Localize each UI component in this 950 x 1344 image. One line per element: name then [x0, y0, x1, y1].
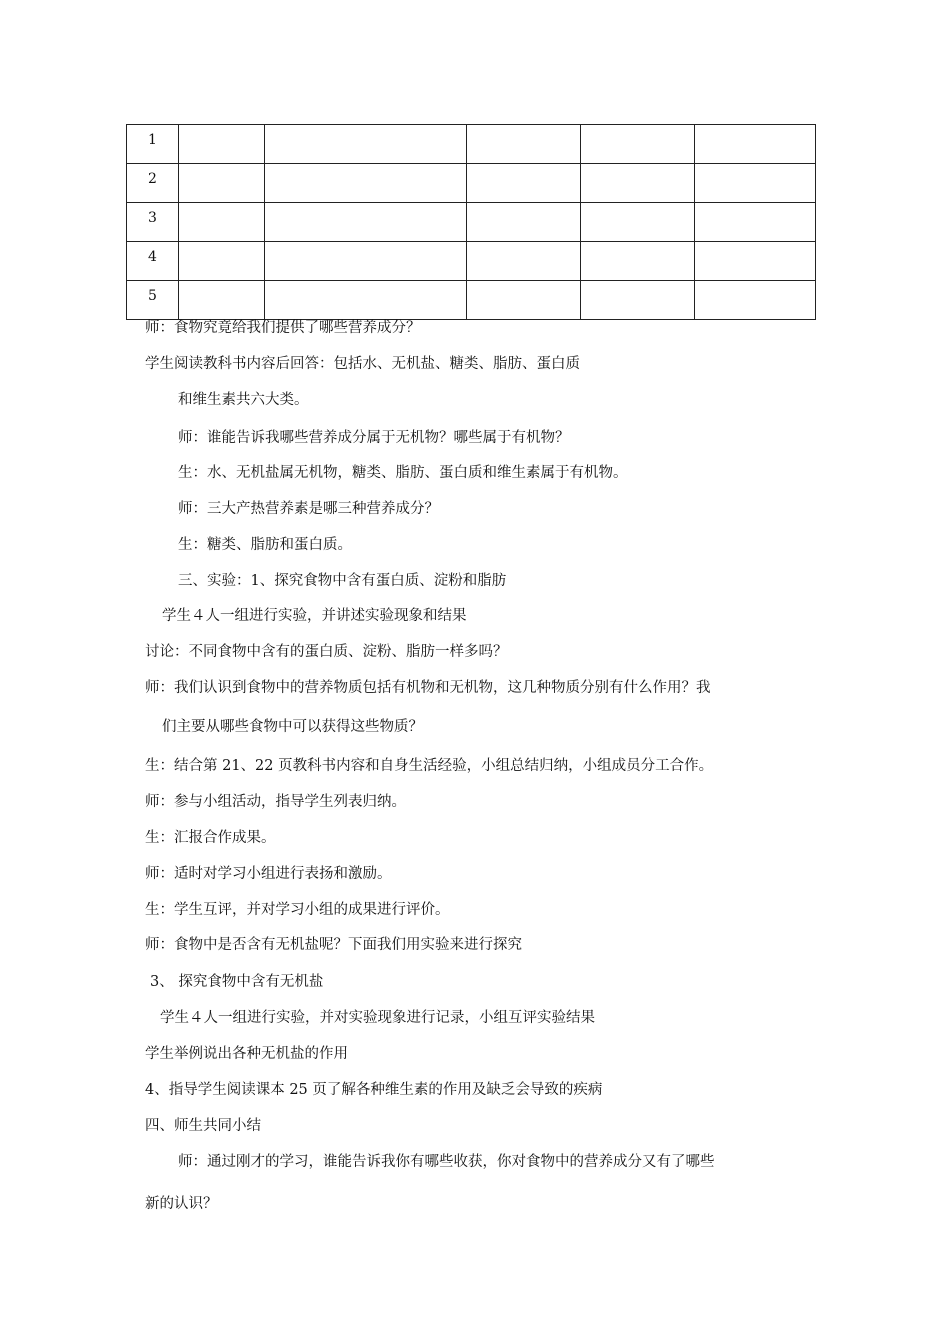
table-cell	[265, 203, 467, 242]
table-cell	[179, 164, 265, 203]
table-cell	[467, 125, 581, 164]
paragraph-line: 生：结合第 21、22 页教科书内容和自身生活经验，小组总结归纳，小组成员分工合作。	[145, 758, 714, 774]
paragraph-line: 4、指导学生阅读课本 25 页了解各种维生素的作用及缺乏会导致的疾病	[145, 1082, 603, 1098]
table-cell	[581, 281, 695, 320]
paragraph-line: 讨论：不同食物中含有的蛋白质、淀粉、脂肪一样多吗？	[145, 644, 508, 660]
table-cell	[467, 164, 581, 203]
table-cell	[581, 242, 695, 281]
table-cell	[581, 164, 695, 203]
table-cell	[695, 281, 816, 320]
table-cell	[179, 203, 265, 242]
table-cell	[179, 242, 265, 281]
paragraph-line: 师：我们认识到食物中的营养物质包括有机物和无机物，这几种物质分别有什么作用？我	[145, 680, 711, 696]
table-row	[127, 281, 816, 320]
table-cell	[265, 242, 467, 281]
table-cell	[265, 281, 467, 320]
table-row	[127, 125, 816, 164]
paragraph-line: 师：谁能告诉我哪些营养成分属于无机物？哪些属于有机物？	[178, 430, 570, 446]
paragraph-line: 3、 探究食物中含有无机盐	[150, 974, 324, 990]
paragraph-line: 师：适时对学习小组进行表扬和激励。	[145, 866, 392, 882]
paragraph-line: 生：学生互评，并对学习小组的成果进行评价。	[145, 902, 450, 918]
row-number: 2	[127, 164, 179, 203]
paragraph-line: 们主要从哪些食物中可以获得这些物质？	[162, 719, 423, 735]
table-cell	[581, 125, 695, 164]
table-cell	[265, 164, 467, 203]
paragraph-line: 三、实验：1、探究食物中含有蛋白质、淀粉和脂肪	[178, 573, 507, 589]
table-cell	[179, 125, 265, 164]
table-cell	[695, 203, 816, 242]
paragraph-line: 师：三大产热营养素是哪三种营养成分？	[178, 501, 439, 517]
paragraph-line: 师：参与小组活动，指导学生列表归纳。	[145, 794, 406, 810]
table-row	[127, 203, 816, 242]
paragraph-line: 学生４人一组进行实验，并讲述实验现象和结果	[162, 608, 467, 624]
paragraph-line: 四、师生共同小结	[145, 1118, 261, 1134]
paragraph-line: 新的认识？	[145, 1196, 218, 1212]
paragraph-line: 生：汇报合作成果。	[145, 830, 276, 846]
table-cell	[467, 281, 581, 320]
paragraph-line: 生：糖类、脂肪和蛋白质。	[178, 537, 352, 553]
paragraph-line: 师：食物究竟给我们提供了哪些营养成分？	[145, 320, 421, 336]
paragraph-line: 学生４人一组进行实验，并对实验现象进行记录，小组互评实验结果	[160, 1010, 595, 1026]
paragraph-line: 学生阅读教科书内容后回答：包括水、无机盐、糖类、脂肪、蛋白质	[145, 356, 580, 372]
table-cell	[467, 242, 581, 281]
paragraph-line: 学生举例说出各种无机盐的作用	[145, 1046, 348, 1062]
paragraph-line: 师：食物中是否含有无机盐呢？下面我们用实验来进行探究	[145, 937, 522, 953]
table-cell	[265, 125, 467, 164]
row-number: 5	[127, 281, 179, 320]
table-cell	[695, 125, 816, 164]
paragraph-line: 生：水、无机盐属无机物，糖类、脂肪、蛋白质和维生素属于有机物。	[178, 465, 628, 481]
row-number: 1	[127, 125, 179, 164]
table-cell	[467, 203, 581, 242]
table-cell	[581, 203, 695, 242]
table-cell	[695, 242, 816, 281]
table-cell	[695, 164, 816, 203]
paragraph-line: 和维生素共六大类。	[178, 392, 309, 408]
record-table	[126, 124, 816, 320]
row-number: 4	[127, 242, 179, 281]
table-row	[127, 242, 816, 281]
paragraph-line: 师：通过刚才的学习，谁能告诉我你有哪些收获，你对食物中的营养成分又有了哪些	[178, 1154, 715, 1170]
table-row	[127, 164, 816, 203]
row-number: 3	[127, 203, 179, 242]
table-cell	[179, 281, 265, 320]
